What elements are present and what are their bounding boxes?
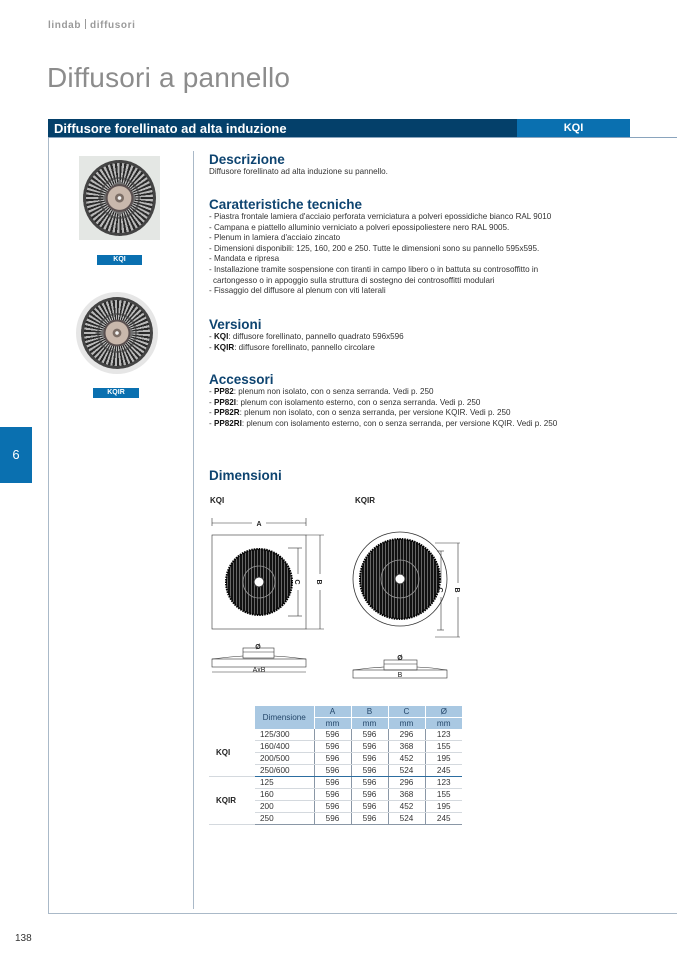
table-row (209, 777, 462, 789)
value-cell: 596 (314, 777, 351, 789)
value-cell: 596 (314, 741, 351, 753)
value-cell: 596 (314, 753, 351, 765)
brand-name: lindab (48, 20, 82, 31)
accessory-item: - PP82R: plenum non isolato, con o senza serranda, per versione KQIR. Vedi p. 250 (209, 408, 511, 418)
group-label: KQIR (209, 777, 255, 825)
page-number: 138 (15, 933, 32, 944)
feature-item: - Mandata e ripresa (209, 254, 280, 264)
section-heading: Versioni (209, 317, 262, 332)
image-label-kqir: KQIR (93, 388, 139, 398)
section-accessori (209, 372, 649, 429)
value-cell: 296 (388, 777, 425, 789)
feature-item: - Plenum in lamiera d'acciaio zincato (209, 233, 341, 243)
value-cell: 123 (425, 777, 462, 789)
section-dimensioni (209, 468, 649, 483)
value-cell: 596 (351, 813, 388, 825)
accessory-text: : plenum non isolato, con o senza serranda, per versione KQIR. Vedi p. 250 (239, 408, 511, 418)
product-code-tab: KQI (517, 119, 630, 138)
header-unit: mm (351, 718, 388, 730)
dim-label-base: B (397, 672, 403, 679)
dim-label-a: A (256, 521, 262, 528)
feature-item: - Piastra frontale lamiera d'acciaio perforata verniciatura a polveri epossidiche bianco RAL 9010 (209, 212, 552, 221)
dimension-cell: 200 (255, 801, 314, 813)
value-cell: 596 (314, 729, 351, 741)
section-heading: Descrizione (209, 152, 285, 167)
accessory-text: : plenum con isolamento esterno, con o senza serranda, per versione KQIR. Vedi p. 250 (241, 418, 558, 428)
dim-label-phi: Ø (255, 644, 261, 651)
dim-label-c: C (436, 587, 443, 593)
image-label-kqi: KQI (97, 255, 142, 265)
value-cell: 245 (425, 813, 462, 825)
header-col: Ø (425, 706, 462, 718)
group-label: KQI (209, 729, 255, 777)
dim-label-b: B (315, 579, 322, 585)
dimension-cell: 125 (255, 777, 314, 789)
dim-label-b: B (453, 587, 460, 593)
version-item: - KQI: diffusore forellinato, pannello quadrato 596x596 (209, 332, 404, 341)
header-col: A (314, 706, 351, 718)
dim-label-phi: Ø (397, 655, 403, 662)
section-versioni (209, 317, 649, 353)
accessory-text: : plenum non isolato, con o senza serranda. Vedi p. 250 (233, 387, 434, 396)
breadcrumb (48, 19, 135, 31)
page-title: Diffusori a pannello (47, 62, 291, 93)
diffuser-disc (81, 297, 153, 369)
value-cell: 596 (351, 729, 388, 741)
title-rule (48, 137, 677, 138)
dimension-cell: 250/600 (255, 765, 314, 777)
value-cell: 596 (351, 789, 388, 801)
value-cell: 524 (388, 765, 425, 777)
table-body (209, 729, 462, 825)
category-name: diffusori (90, 20, 136, 31)
header-unit: mm (314, 718, 351, 730)
value-cell: 452 (388, 801, 425, 813)
header-unit: mm (425, 718, 462, 730)
value-cell: 245 (425, 765, 462, 777)
version-code: KQIR (213, 342, 235, 352)
accessory-code: PP82I (213, 397, 237, 407)
value-cell: 368 (388, 789, 425, 801)
feature-item: cartongesso o in appoggio sulla struttura di sostegno dei controsoffitti modulari (213, 275, 495, 285)
diffuser-disc (83, 160, 156, 236)
chapter-tab[interactable]: 6 (0, 427, 32, 483)
value-cell: 195 (425, 801, 462, 813)
product-image-kqi (79, 156, 160, 240)
accessory-code: PP82 (213, 387, 234, 396)
feature-item: - Installazione tramite sospensione con tiranti in campo libero o in battuta su controsoffitto in (209, 264, 539, 274)
dimension-cell: 125/300 (255, 729, 314, 741)
dimension-cell: 200/500 (255, 753, 314, 765)
dimension-cell: 250 (255, 813, 314, 825)
table-header-row (209, 706, 462, 718)
drawing-label-kqir: KQIR (355, 496, 375, 505)
header-col: C (388, 706, 425, 718)
feature-item: - Dimensioni disponibili: 125, 160, 200 e 250. Tutte le dimensioni sono su pannello 595x595. (209, 243, 540, 253)
product-title-bar: Diffusore forellinato ad alta induzione (48, 119, 518, 138)
value-cell: 155 (425, 741, 462, 753)
accessory-item: - PP82: plenum non isolato, con o senza serranda. Vedi p. 250 (209, 387, 434, 396)
version-code: KQI (213, 332, 229, 341)
value-cell: 596 (351, 801, 388, 813)
feature-item: - Fissaggio del diffusore al plenum con viti laterali (209, 286, 386, 296)
frame-bottom-border (48, 913, 677, 914)
accessory-item: - PP82RI: plenum con isolamento esterno, con o senza serranda, per versione KQIR. Vedi p. 250 (209, 418, 558, 428)
drawing-kqi (200, 510, 340, 680)
product-image-kqir (76, 292, 158, 374)
accessory-code: PP82RI (213, 418, 242, 428)
drawing-label-kqi: KQI (210, 496, 225, 505)
value-cell: 155 (425, 789, 462, 801)
version-text: : diffusore forellinato, pannello circolare (234, 342, 375, 352)
value-cell: 596 (314, 801, 351, 813)
version-text: : diffusore forellinato, pannello quadrato 596x596 (228, 332, 404, 341)
dim-label-c: C (293, 579, 300, 585)
column-divider (193, 151, 194, 909)
value-cell: 368 (388, 741, 425, 753)
value-cell: 596 (351, 741, 388, 753)
value-cell: 596 (351, 777, 388, 789)
feature-item: - Campana e piattello alluminio verniciato a polveri epossipoliestere nero RAL 9005. (209, 222, 510, 232)
table-corner (209, 706, 255, 729)
accessory-code: PP82R (213, 408, 240, 418)
value-cell: 596 (314, 789, 351, 801)
drawing-kqir (340, 515, 490, 680)
section-heading: Dimensioni (209, 468, 282, 483)
table-row (209, 729, 462, 741)
section-heading: Caratteristiche tecniche (209, 197, 363, 212)
value-cell: 596 (351, 753, 388, 765)
dimension-cell: 160 (255, 789, 314, 801)
description-text: Diffusore forellinato ad alta induzione su pannello. (209, 167, 388, 176)
value-cell: 195 (425, 753, 462, 765)
dim-label-base: AxB (252, 667, 266, 674)
header-dimensione: Dimensione (255, 706, 314, 729)
dimensions-table (209, 706, 462, 825)
accessory-text: : plenum con isolamento esterno, con o senza serranda. Vedi p. 250 (236, 397, 481, 407)
header-unit: mm (388, 718, 425, 730)
frame-left-border (48, 138, 49, 914)
section-caratteristiche (209, 197, 649, 297)
section-heading: Accessori (209, 372, 274, 387)
section-descrizione (209, 152, 649, 178)
value-cell: 524 (388, 813, 425, 825)
value-cell: 596 (351, 765, 388, 777)
accessory-item: - PP82I: plenum con isolamento esterno, con o senza serranda. Vedi p. 250 (209, 397, 481, 407)
value-cell: 596 (314, 765, 351, 777)
dimension-cell: 160/400 (255, 741, 314, 753)
value-cell: 452 (388, 753, 425, 765)
breadcrumb-separator (85, 19, 86, 29)
value-cell: 296 (388, 729, 425, 741)
value-cell: 123 (425, 729, 462, 741)
value-cell: 596 (314, 813, 351, 825)
header-col: B (351, 706, 388, 718)
version-item: - KQIR: diffusore forellinato, pannello circolare (209, 342, 375, 352)
